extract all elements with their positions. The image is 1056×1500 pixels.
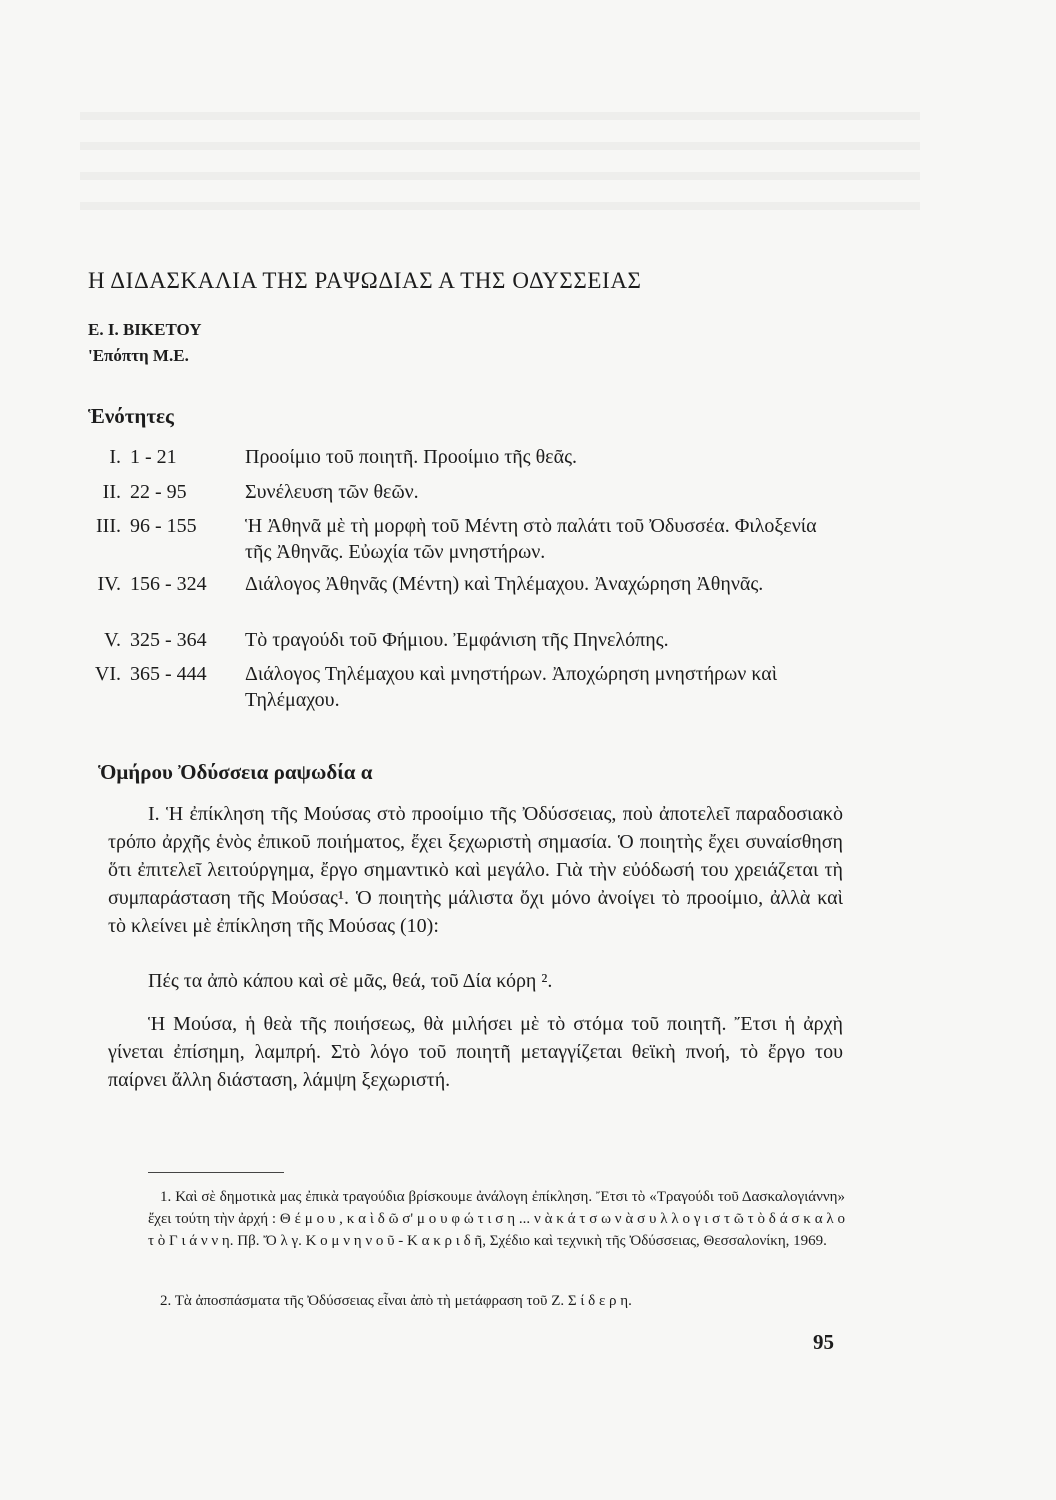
section-range: 156 - 324 [130, 573, 207, 595]
section-number: V. [104, 629, 121, 651]
section-number: IV. [97, 573, 121, 595]
section-number: ΙΙ. [102, 481, 121, 503]
section-number: VI. [94, 663, 121, 685]
body-paragraph: Ι. Ἡ ἐπίκληση τῆς Μούσας στὸ προοίμιο τῆς Ὀδύσσειας, ποὺ ἀποτελεῖ παραδοσιακὸ τρόπο ἀρχῆς ἑνὸς ἐπικοῦ ποιήματος, ἔχει ξεχωριστὴ σημασία. Ὁ ποιητὴς ἔχει συναίσθηση ὅτι ἐπιτελεῖ λειτούργημα, ἔργο σημαντικὸ καὶ μεγάλο. Γιὰ τὴν εὐόδωσή του χρειάζεται τὴ συμπαράσταση τῆς Μούσας¹. Ὁ ποιητὴς μάλιστα ὄχι μόνο ἀνοίγει τὸ προοίμιο, ἀλλὰ καὶ τὸ κλείνει μὲ ἐπίκληση τῆς Μούσας (10): [108, 803, 843, 937]
rhapsody-heading: Ὁμήρου Ὀδύσσεια ραψωδία α [98, 760, 373, 784]
section-number: Ι. [109, 446, 121, 468]
article-title: Η ΔΙΔΑΣΚΑΛΙΑ ΤΗΣ ΡΑΨΩΔΙΑΣ Α ΤΗΣ ΟΔΥΣΣΕΙΑΣ [88, 268, 642, 293]
footnote-2: 2. Τὰ ἀποσπάσματα τῆς Ὀδύσσειας εἶναι ἀπὸ τὴ μετάφραση τοῦ Ζ. Σ ί δ ε ρ η. [160, 1293, 632, 1309]
section-range: 96 - 155 [130, 515, 197, 537]
section-description: Ἡ Ἀθηνᾶ μὲ τὴ μορφὴ τοῦ Μέντη στὸ παλάτι τοῦ Ὀδυσσέα. Φιλοξενία τῆς Ἀθηνᾶς. Εὐωχία τῶν μνηστήρων. [245, 515, 817, 563]
show-through-text [80, 90, 920, 230]
body-paragraph: Ἡ Μούσα, ἡ θεὰ τῆς ποιήσεως, θὰ μιλήσει μὲ τὸ στόμα τοῦ ποιητῆ. Ἔτσι ἡ ἀρχὴ γίνεται ἐπίσημη, λαμπρή. Στὸ λόγο τοῦ ποιητῆ μεταγγίζεται θεϊκὴ πνοή, τὸ ἔργο του παίρνει ἄλλη διάσταση, λάμψη ξεχωριστή. [108, 1013, 843, 1091]
author-role: 'Επόπτη Μ.Ε. [88, 346, 189, 365]
section-range: 325 - 364 [130, 629, 207, 651]
sections-heading: Ἑνότητες [88, 404, 174, 428]
verse-quote: Πές τα ἀπὸ κάπου καὶ σὲ μᾶς, θεά, τοῦ Δία κόρη ². [148, 970, 553, 992]
section-description: Τὸ τραγούδι τοῦ Φήμιου. Ἐμφάνιση τῆς Πηνελόπης. [245, 629, 669, 651]
footnote-1: 1. Καὶ σὲ δημοτικὰ μας ἐπικὰ τραγούδια βρίσκουμε ἀνάλογη ἐπίκληση. Ἔτσι τὸ «Τραγούδι τοῦ Δασκαλογιάννη» ἔχει τούτη τὴν ἀρχή : Θ έ μ ο υ , κ α ὶ δ ῶ σ' μ ο υ φ ώ τ ι σ η ... ν ὰ κ ά τ σ ω ν ὰ σ υ λ λ ο γ ι σ τ ῶ τ ὸ δ ά σ κ α λ ο τ ὸ Γ ι ά ν ν η. Πβ. Ὄ λ γ. Κ ο μ ν η ν ο ῦ - Κ α κ ρ ι δ ῆ, Σχέδιο καὶ τεχνικὴ τῆς Ὀδύσσειας, Θεσσαλονίκη, 1969. [148, 1189, 845, 1249]
section-range: 1 - 21 [130, 446, 177, 468]
section-range: 22 - 95 [130, 481, 187, 503]
section-description: Συνέλευση τῶν θεῶν. [245, 481, 419, 503]
section-description: Προοίμιο τοῦ ποιητῆ. Προοίμιο τῆς θεᾶς. [245, 446, 577, 468]
section-description: Διάλογος Ἀθηνᾶς (Μέντη) καὶ Τηλέμαχου. Ἀναχώρηση Ἀθηνᾶς. [245, 573, 764, 595]
page-number: 95 [813, 1330, 834, 1354]
section-description: Διάλογος Τηλέμαχου καὶ μνηστήρων. Ἀποχώρηση μνηστήρων καὶ Τηλέμαχου. [245, 663, 778, 711]
author-name: Ε. Ι. ΒΙΚΕΤΟΥ [88, 320, 202, 339]
footnote-separator [148, 1172, 284, 1173]
section-range: 365 - 444 [130, 663, 207, 685]
section-number: ΙΙΙ. [96, 515, 121, 537]
